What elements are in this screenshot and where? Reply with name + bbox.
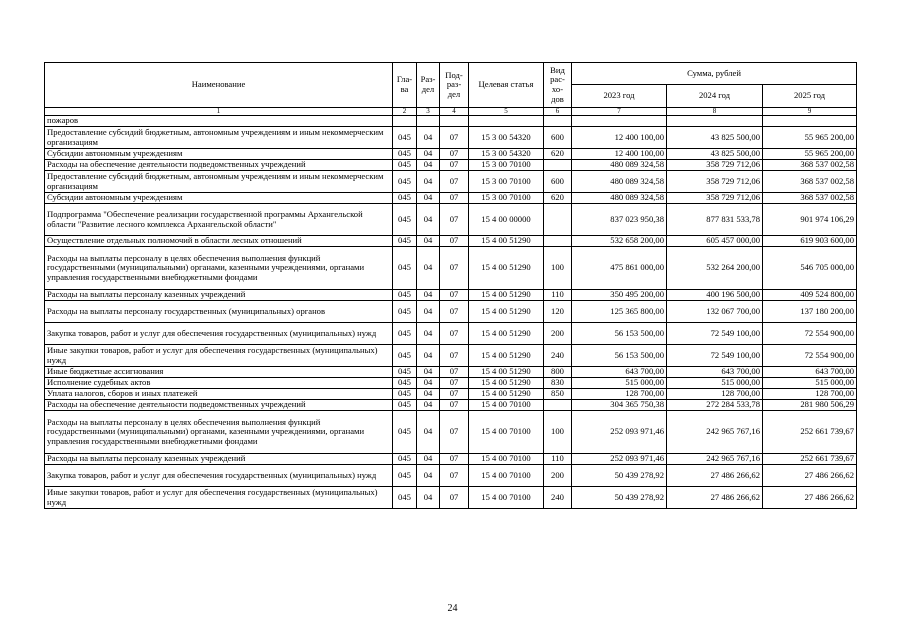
cell-expense-type: 600 [544,171,572,193]
header-target-item: Целевая статья [469,63,544,108]
cell-razdel: 04 [417,389,440,400]
cell-expense-type: 100 [544,247,572,290]
cell-sum-2024: 128 700,00 [667,389,763,400]
cell-sum-2024: 132 067 700,00 [667,301,763,323]
cell-sum-2023: 128 700,00 [572,389,667,400]
cell-expense-type [544,204,572,236]
budget-table [44,62,857,509]
cell-razdel: 04 [417,290,440,301]
cell-target-item: 15 4 00 51290 [469,389,544,400]
column-number-cell: 8 [667,108,763,116]
cell-sum-2025: 128 700,00 [763,389,857,400]
cell-razdel: 04 [417,247,440,290]
cell-podrazdel: 07 [440,389,469,400]
cell-sum-2023: 475 861 000,00 [572,247,667,290]
cell-name: Расходы на обеспечение деятельности подведомственных учреждений [45,400,393,411]
cell-name: Расходы на выплаты персоналу казенных учреждений [45,290,393,301]
cell-sum-2025: 72 554 900,00 [763,323,857,345]
cell-target-item: 15 4 00 51290 [469,345,544,367]
cell-podrazdel: 07 [440,323,469,345]
cell-name: Субсидии автономным учреждениям [45,149,393,160]
table-row [45,290,857,301]
table-row [45,149,857,160]
cell-razdel [417,116,440,127]
cell-podrazdel: 07 [440,127,469,149]
cell-expense-type [544,236,572,247]
cell-name: Иные закупки товаров, работ и услуг для обеспечения государственных (муниципальных) нужд [45,487,393,509]
cell-sum-2025: 281 980 506,29 [763,400,857,411]
cell-sum-2024: 242 965 767,16 [667,454,763,465]
table-row [45,204,857,236]
cell-podrazdel: 07 [440,465,469,487]
cell-glava: 045 [393,487,417,509]
cell-podrazdel: 07 [440,378,469,389]
cell-expense-type: 620 [544,193,572,204]
cell-sum-2025: 55 965 200,00 [763,127,857,149]
cell-name: Расходы на выплаты персоналу в целях обеспечения выполнения функций государственными (муниципальными) органами, казенными учреждениями, органами управления государственными внебюджетными фондами [45,411,393,454]
cell-sum-2024: 532 264 200,00 [667,247,763,290]
cell-name: Субсидии автономным учреждениям [45,193,393,204]
cell-sum-2025: 27 486 266,62 [763,465,857,487]
cell-glava: 045 [393,323,417,345]
table-row [45,236,857,247]
cell-razdel: 04 [417,236,440,247]
cell-razdel: 04 [417,367,440,378]
cell-glava: 045 [393,171,417,193]
cell-glava: 045 [393,149,417,160]
cell-sum-2024: 242 965 767,16 [667,411,763,454]
column-number-cell: 6 [544,108,572,116]
cell-target-item: 15 4 00 51290 [469,323,544,345]
cell-name: Расходы на выплаты персоналу казенных учреждений [45,454,393,465]
cell-target-item: 15 4 00 70100 [469,465,544,487]
table-row [45,171,857,193]
cell-podrazdel: 07 [440,160,469,171]
column-number-cell: 5 [469,108,544,116]
cell-target-item: 15 3 00 54320 [469,127,544,149]
cell-sum-2024: 72 549 100,00 [667,345,763,367]
cell-expense-type: 110 [544,290,572,301]
cell-expense-type [544,116,572,127]
cell-podrazdel: 07 [440,454,469,465]
cell-expense-type: 240 [544,487,572,509]
cell-name: Уплата налогов, сборов и иных платежей [45,389,393,400]
cell-name: Предоставление субсидий бюджетным, автономным учреждениям и иным некоммерческим организациям [45,127,393,149]
cell-glava: 045 [393,367,417,378]
cell-podrazdel: 07 [440,149,469,160]
cell-target-item: 15 4 00 70100 [469,411,544,454]
cell-target-item: 15 4 00 51290 [469,301,544,323]
cell-glava: 045 [393,193,417,204]
cell-expense-type [544,160,572,171]
column-number-cell: 7 [572,108,667,116]
cell-glava: 045 [393,389,417,400]
cell-glava: 045 [393,411,417,454]
cell-podrazdel: 07 [440,171,469,193]
cell-sum-2023: 480 089 324,58 [572,160,667,171]
cell-sum-2025: 643 700,00 [763,367,857,378]
cell-expense-type: 100 [544,411,572,454]
cell-podrazdel: 07 [440,193,469,204]
header-year-2025: 2025 год [763,85,857,108]
column-number-row [45,108,857,116]
table-row [45,465,857,487]
cell-sum-2024: 358 729 712,06 [667,193,763,204]
cell-expense-type: 120 [544,301,572,323]
cell-sum-2024: 272 284 533,78 [667,400,763,411]
cell-razdel: 04 [417,465,440,487]
cell-podrazdel: 07 [440,411,469,454]
cell-glava: 045 [393,247,417,290]
cell-expense-type: 830 [544,378,572,389]
table-row [45,345,857,367]
cell-glava: 045 [393,454,417,465]
header-sum-group: Сумма, рублей [572,63,857,85]
cell-razdel: 04 [417,411,440,454]
cell-sum-2024: 643 700,00 [667,367,763,378]
cell-sum-2024: 605 457 000,00 [667,236,763,247]
cell-name: Иные бюджетные ассигнования [45,367,393,378]
table-row [45,400,857,411]
cell-podrazdel [440,116,469,127]
cell-sum-2024: 877 831 533,78 [667,204,763,236]
cell-sum-2023: 252 093 971,46 [572,411,667,454]
column-number-cell: 4 [440,108,469,116]
cell-sum-2023: 515 000,00 [572,378,667,389]
cell-razdel: 04 [417,160,440,171]
table-row [45,389,857,400]
cell-sum-2025: 55 965 200,00 [763,149,857,160]
cell-razdel: 04 [417,400,440,411]
cell-sum-2025: 72 554 900,00 [763,345,857,367]
cell-expense-type [544,400,572,411]
cell-sum-2025: 27 486 266,62 [763,487,857,509]
cell-expense-type: 850 [544,389,572,400]
cell-sum-2025: 137 180 200,00 [763,301,857,323]
cell-glava: 045 [393,127,417,149]
cell-razdel: 04 [417,171,440,193]
header-podrazdel: Под-раз-дел [440,63,469,108]
cell-sum-2025: 252 661 739,67 [763,411,857,454]
cell-target-item: 15 4 00 51290 [469,290,544,301]
cell-expense-type: 800 [544,367,572,378]
cell-sum-2023: 50 439 278,92 [572,487,667,509]
cell-sum-2025: 368 537 002,58 [763,193,857,204]
cell-glava: 045 [393,465,417,487]
cell-name: Исполнение судебных актов [45,378,393,389]
cell-razdel: 04 [417,345,440,367]
header-year-2024: 2024 год [667,85,763,108]
table-row [45,247,857,290]
cell-razdel: 04 [417,487,440,509]
cell-podrazdel: 07 [440,290,469,301]
cell-sum-2024: 27 486 266,62 [667,487,763,509]
cell-sum-2023: 480 089 324,58 [572,171,667,193]
cell-sum-2023: 643 700,00 [572,367,667,378]
cell-sum-2025: 368 537 002,58 [763,171,857,193]
cell-name: Закупка товаров, работ и услуг для обеспечения государственных (муниципальных) нужд [45,465,393,487]
cell-sum-2023: 12 400 100,00 [572,149,667,160]
column-number-cell: 3 [417,108,440,116]
cell-sum-2023: 252 093 971,46 [572,454,667,465]
cell-sum-2023: 304 365 750,38 [572,400,667,411]
cell-sum-2024: 72 549 100,00 [667,323,763,345]
cell-target-item: 15 3 00 70100 [469,193,544,204]
cell-razdel: 04 [417,378,440,389]
cell-glava: 045 [393,378,417,389]
cell-sum-2024: 400 196 500,00 [667,290,763,301]
table-row [45,127,857,149]
header-name: Наименование [45,63,393,108]
cell-target-item: 15 4 00 51290 [469,367,544,378]
cell-glava: 045 [393,345,417,367]
cell-expense-type: 200 [544,323,572,345]
cell-podrazdel: 07 [440,367,469,378]
cell-glava: 045 [393,236,417,247]
table-row [45,454,857,465]
cell-name: Предоставление субсидий бюджетным, автономным учреждениям и иным некоммерческим организациям [45,171,393,193]
cell-target-item: 15 4 00 00000 [469,204,544,236]
cell-sum-2024: 358 729 712,06 [667,160,763,171]
table-row [45,160,857,171]
column-number-cell: 1 [45,108,393,116]
cell-podrazdel: 07 [440,400,469,411]
cell-sum-2023: 56 153 500,00 [572,345,667,367]
cell-target-item: 15 3 00 70100 [469,160,544,171]
cell-podrazdel: 07 [440,301,469,323]
cell-razdel: 04 [417,301,440,323]
cell-sum-2025: 515 000,00 [763,378,857,389]
cell-target-item: 15 4 00 51290 [469,247,544,290]
cell-sum-2023: 350 495 200,00 [572,290,667,301]
cell-glava: 045 [393,400,417,411]
cell-sum-2023: 532 658 200,00 [572,236,667,247]
cell-podrazdel: 07 [440,204,469,236]
column-number-cell: 9 [763,108,857,116]
cell-target-item: 15 4 00 70100 [469,400,544,411]
cell-sum-2023: 50 439 278,92 [572,465,667,487]
cell-glava: 045 [393,290,417,301]
cell-sum-2023 [572,116,667,127]
cell-target-item: 15 3 00 70100 [469,171,544,193]
table-row [45,193,857,204]
cell-expense-type: 110 [544,454,572,465]
header-expense-type: Вид рас-хо-дов [544,63,572,108]
cell-sum-2024 [667,116,763,127]
cell-sum-2024: 43 825 500,00 [667,127,763,149]
table-row [45,301,857,323]
page-number: 24 [447,603,458,614]
cell-sum-2024: 515 000,00 [667,378,763,389]
cell-target-item: 15 4 00 70100 [469,454,544,465]
cell-name: Подпрограмма "Обеспечение реализации государственной программы Архангельской области "Развитие лесного комплекса Архангельской области" [45,204,393,236]
cell-razdel: 04 [417,149,440,160]
table-body [45,116,857,509]
cell-glava [393,116,417,127]
cell-sum-2023: 837 023 950,38 [572,204,667,236]
cell-podrazdel: 07 [440,247,469,290]
cell-glava: 045 [393,160,417,171]
cell-sum-2023: 12 400 100,00 [572,127,667,149]
cell-name: Осуществление отдельных полномочий в области лесных отношений [45,236,393,247]
cell-sum-2025: 901 974 106,29 [763,204,857,236]
cell-name: Расходы на выплаты персоналу государственных (муниципальных) органов [45,301,393,323]
cell-name: Расходы на выплаты персоналу в целях обеспечения выполнения функций государственными (муниципальными) органами, казенными учреждениями, органами управления государственными внебюджетными фондами [45,247,393,290]
cell-glava: 045 [393,204,417,236]
cell-sum-2025: 619 903 600,00 [763,236,857,247]
cell-sum-2023: 56 153 500,00 [572,323,667,345]
cell-expense-type: 240 [544,345,572,367]
header-glava: Гла-ва [393,63,417,108]
cell-sum-2023: 125 365 800,00 [572,301,667,323]
cell-podrazdel: 07 [440,487,469,509]
cell-name: Закупка товаров, работ и услуг для обеспечения государственных (муниципальных) нужд [45,323,393,345]
cell-target-item: 15 4 00 70100 [469,487,544,509]
cell-sum-2024: 358 729 712,06 [667,171,763,193]
table-row [45,323,857,345]
cell-expense-type: 600 [544,127,572,149]
cell-target-item [469,116,544,127]
cell-razdel: 04 [417,323,440,345]
cell-razdel: 04 [417,127,440,149]
cell-sum-2024: 43 825 500,00 [667,149,763,160]
cell-expense-type: 200 [544,465,572,487]
cell-name: пожаров [45,116,393,127]
header-year-2023: 2023 год [572,85,667,108]
cell-sum-2025: 368 537 002,58 [763,160,857,171]
cell-name: Расходы на обеспечение деятельности подведомственных учреждений [45,160,393,171]
cell-target-item: 15 4 00 51290 [469,236,544,247]
table-row [45,411,857,454]
table-row [45,487,857,509]
cell-expense-type: 620 [544,149,572,160]
column-number-cell: 2 [393,108,417,116]
cell-name: Иные закупки товаров, работ и услуг для обеспечения государственных (муниципальных) нужд [45,345,393,367]
table-row [45,367,857,378]
cell-target-item: 15 4 00 51290 [469,378,544,389]
header-razdel: Раз-дел [417,63,440,108]
cell-razdel: 04 [417,193,440,204]
cell-podrazdel: 07 [440,345,469,367]
cell-razdel: 04 [417,204,440,236]
cell-sum-2025: 252 661 739,67 [763,454,857,465]
cell-razdel: 04 [417,454,440,465]
cell-sum-2025: 546 705 000,00 [763,247,857,290]
cell-sum-2025: 409 524 800,00 [763,290,857,301]
cell-target-item: 15 3 00 54320 [469,149,544,160]
cell-sum-2023: 480 089 324,58 [572,193,667,204]
table-row [45,378,857,389]
table-row [45,116,857,127]
cell-glava: 045 [393,301,417,323]
cell-sum-2024: 27 486 266,62 [667,465,763,487]
cell-podrazdel: 07 [440,236,469,247]
cell-sum-2025 [763,116,857,127]
